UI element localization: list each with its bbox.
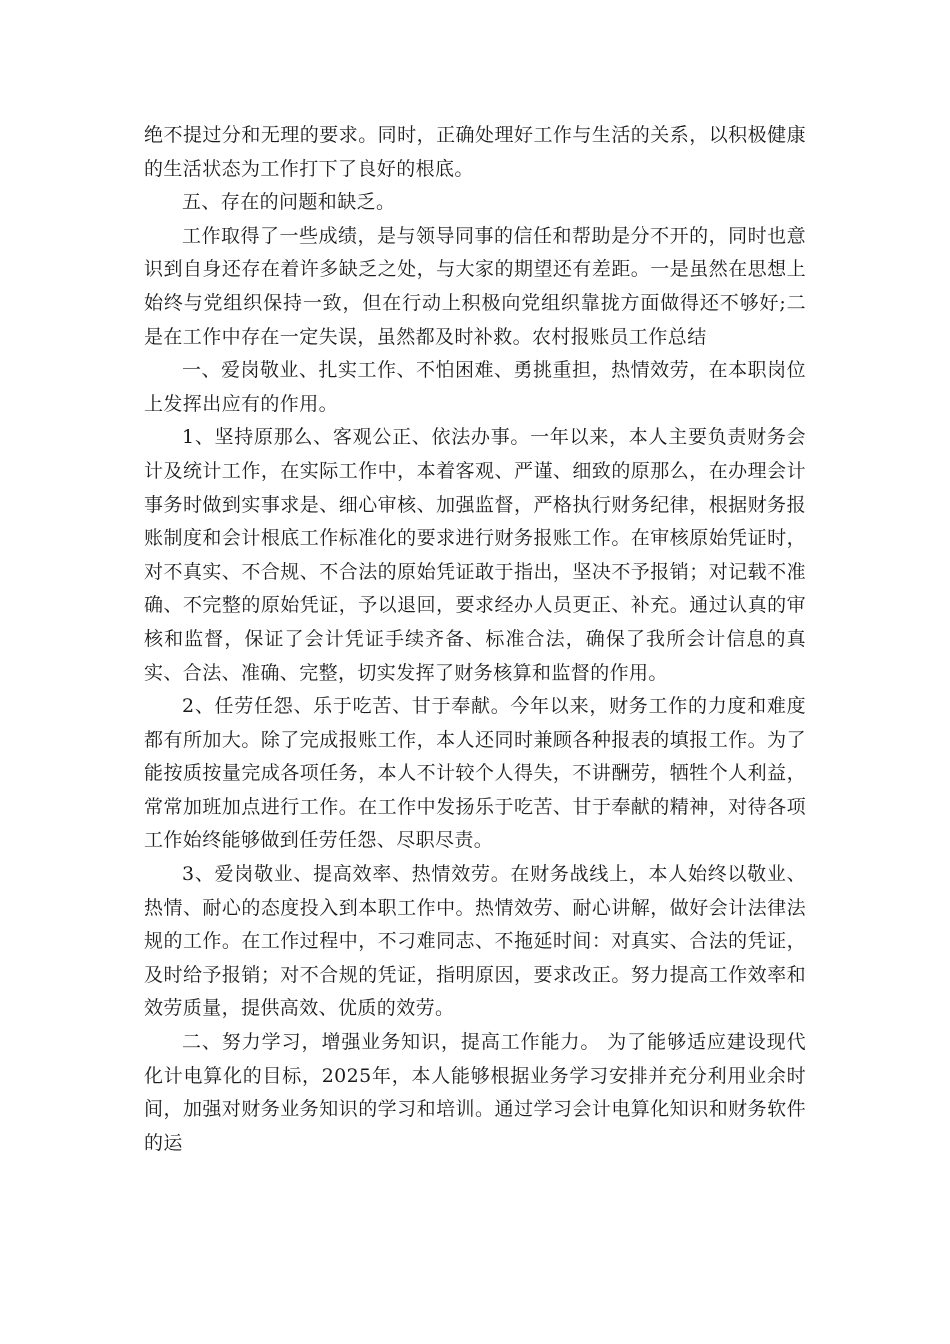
paragraph: 3、爱岗敬业、提高效率、热情效劳。在财务战线上，本人始终以敬业、热情、耐心的态度投入到本职工作中。热情效劳、耐心讲解，做好会计法律法规的工作。在工作过程中，不刁难同志、不拖延时间：对真实、合法的凭证，及时给予报销；对不合规的凭证，指明原因，要求改正。努力提高工作效率和效劳质量，提供高效、优质的效劳。 bbox=[144, 863, 806, 1020]
paragraph: 绝不提过分和无理的要求。同时，正确处理好工作与生活的关系，以积极健康的生活状态为工作打下了良好的根底。 bbox=[144, 124, 806, 180]
document-body bbox=[144, 119, 806, 1160]
paragraph: 2、任劳任怨、乐于吃苦、甘于奉献。今年以来，财务工作的力度和难度都有所加大。除了完成报账工作，本人还同时兼顾各种报表的填报工作。为了能按质按量完成各项任务，本人不计较个人得失，不讲酬劳，牺牲个人利益，常常加班加点进行工作。在工作中发扬乐于吃苦、甘于奉献的精神，对待各项工作始终能够做到任劳任怨、尽职尽责。 bbox=[144, 695, 806, 852]
section-heading: 五、存在的问题和缺乏。 bbox=[182, 191, 396, 214]
section-heading: 一、爱岗敬业、扎实工作、不怕困难、勇挑重担，热情效劳，在本职岗位上发挥出应有的作用。 bbox=[144, 359, 806, 415]
paragraph: 工作取得了一些成绩，是与领导同事的信任和帮助是分不开的，同时也意识到自身还存在着许多缺乏之处，与大家的期望还有差距。一是虽然在思想上始终与党组织保持一致，但在行动上积极向党组织靠拢方面做得还不够好;二是在工作中存在一定失误，虽然都及时补救。农村报账员工作总结 bbox=[144, 224, 806, 348]
paragraph: 二、努力学习，增强业务知识，提高工作能力。 为了能够适应建设现代化计电算化的目标，2025年，本人能够根据业务学习安排并充分利用业余时间，加强对财务业务知识的学习和培训。通过学习会计电算化知识和财务软件的运 bbox=[144, 1031, 806, 1154]
paragraph: 1、坚持原那么、客观公正、依法办事。一年以来，本人主要负责财务会计及统计工作，在实际工作中，本着客观、严谨、细致的原那么，在办理会计事务时做到实事求是、细心审核、加强监督，严格执行财务纪律，根据财务报账制度和会计根底工作标准化的要求进行财务报账工作。在审核原始凭证时，对不真实、不合规、不合法的原始凭证敢于指出，坚决不予报销；对记载不准确、不完整的原始凭证，予以退回，要求经办人员更正、补充。通过认真的审核和监督，保证了会计凭证手续齐备、标准合法，确保了我所会计信息的真实、合法、准确、完整，切实发挥了财务核算和监督的作用。 bbox=[144, 426, 806, 684]
